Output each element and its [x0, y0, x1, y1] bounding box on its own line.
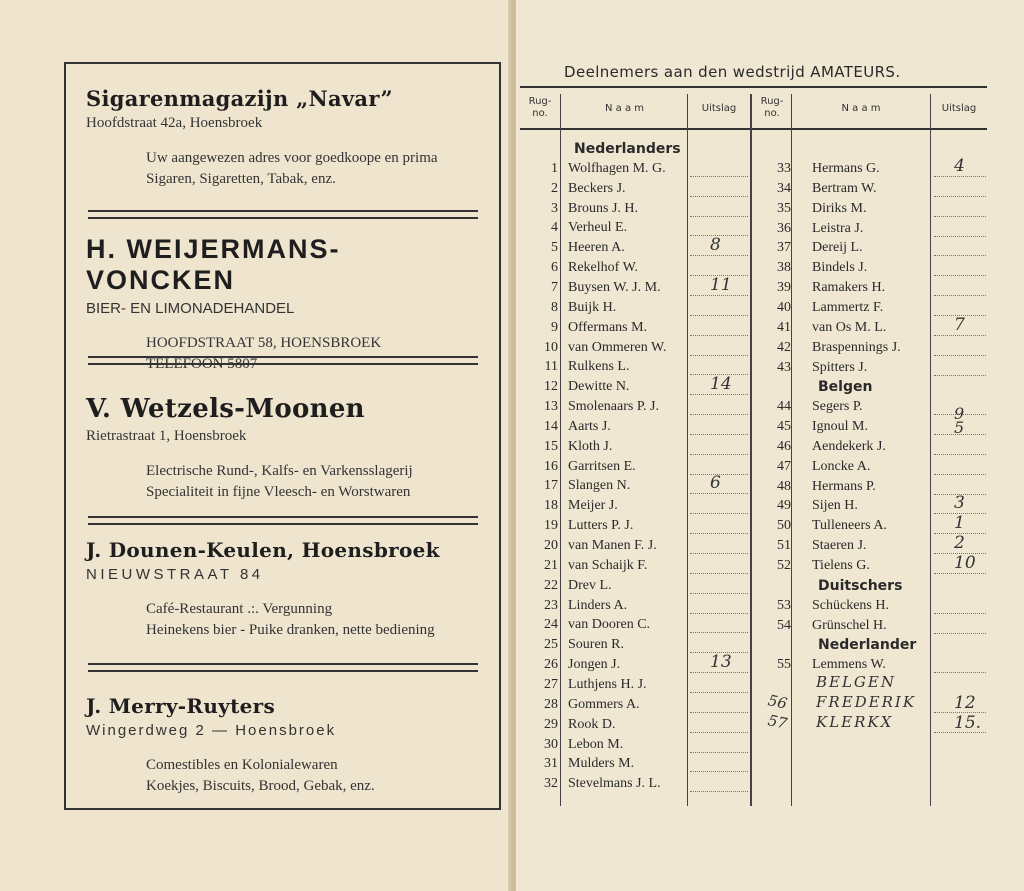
handwritten-result: 1 — [954, 513, 965, 534]
participant-number: 22 — [544, 577, 558, 593]
result-line — [690, 593, 748, 594]
participant-number: 31 — [544, 756, 558, 772]
participant-name: van Dooren C. — [568, 617, 651, 633]
participant-name: Brouns J. H. — [568, 200, 639, 216]
participant-number: 1 — [551, 160, 558, 176]
participant-number: 13 — [544, 399, 558, 415]
result-line — [934, 613, 986, 614]
participant-name: Heeren A. — [568, 240, 625, 256]
participant-number: 50 — [777, 518, 791, 534]
result-line — [690, 176, 748, 177]
participant-name: van Os M. L. — [812, 319, 887, 335]
participant-number: 55 — [777, 657, 791, 673]
participant-number: 44 — [777, 399, 791, 415]
participant-name: van Manen F. J. — [568, 538, 657, 553]
participant-name: Buijk H. — [568, 299, 617, 315]
result-line — [690, 335, 748, 336]
result-line — [690, 791, 748, 792]
participant-number: 34 — [777, 180, 791, 196]
participant-name: Jongen J. — [568, 657, 621, 673]
handwritten-result: 6 — [710, 473, 721, 494]
header-naam: N a a m — [604, 103, 644, 114]
result-line — [934, 176, 986, 177]
result-line — [934, 573, 986, 574]
participant-number: 33 — [777, 161, 791, 176]
result-line — [690, 573, 748, 574]
participant-number: 19 — [544, 518, 558, 534]
result-line — [690, 493, 748, 494]
result-line — [934, 255, 986, 256]
participant-name: Gommers A. — [568, 696, 640, 712]
participant-number: 29 — [544, 716, 558, 732]
participant-number: 47 — [777, 458, 791, 474]
advertiser-description — [146, 755, 486, 797]
description-line: Heinekens bier - Puike dranken, nette bediening — [146, 622, 435, 638]
participant-number: 25 — [544, 637, 558, 653]
participant-number: 23 — [544, 597, 558, 613]
participant-name: Aarts J. — [568, 418, 611, 434]
participant-name: Bertram W. — [812, 180, 877, 196]
result-line — [934, 335, 986, 336]
participant-number: 32 — [544, 776, 558, 792]
participant-number: 5 — [551, 240, 558, 256]
handwritten-result: 15. — [954, 712, 982, 733]
participant-name: Kloth J. — [568, 438, 613, 454]
result-line — [934, 474, 986, 475]
participant-name: Dewitte N. — [568, 379, 630, 395]
result-line — [690, 732, 748, 733]
participant-name: Loncke A. — [812, 458, 871, 474]
participant-number: 3 — [551, 200, 558, 216]
result-line — [690, 216, 748, 217]
participant-number: 14 — [544, 418, 558, 434]
participant-number: 2 — [551, 180, 558, 196]
participant-name: Rekelhof W. — [568, 260, 638, 276]
handwritten-result: 14 — [710, 374, 732, 395]
participant-name: Schückens H. — [812, 597, 889, 613]
handwritten-result: 9 5 — [954, 404, 965, 438]
result-line — [934, 275, 986, 276]
advertiser-address: NIEUWSTRAAT 84 — [86, 566, 264, 583]
participant-number: 51 — [777, 538, 791, 554]
participant-name: Sijen H. — [812, 498, 858, 514]
participant-number: 18 — [544, 498, 558, 514]
participant-number: 17 — [544, 478, 558, 494]
handwritten-result: 8 — [710, 235, 721, 256]
advertiser-address: Wingerdweg 2 — Hoensbroek — [86, 722, 337, 739]
advertiser-description — [146, 461, 486, 503]
participant-name: Luthjens H. J. — [568, 676, 647, 692]
advertiser-name: Sigarenmagazijn „Navar” — [86, 86, 393, 111]
participant-number: 49 — [777, 498, 791, 514]
participant-number: 11 — [544, 359, 558, 375]
participant-name: van Ommeren W. — [568, 339, 667, 355]
group-heading: Nederlanders — [574, 141, 681, 157]
advertisement — [86, 394, 486, 503]
result-line — [934, 355, 986, 356]
handwritten-name: KLERKX — [816, 712, 894, 731]
header-uitslag: Uitslag — [701, 103, 737, 114]
participant-number: 6 — [551, 260, 558, 276]
result-line — [690, 414, 748, 415]
result-line — [690, 196, 748, 197]
result-line — [690, 295, 748, 296]
participant-name: Garritsen E. — [568, 458, 636, 474]
participant-name: Leistra J. — [812, 220, 864, 236]
participant-number: 37 — [777, 240, 791, 256]
result-line — [934, 454, 986, 455]
participant-name: Lammertz F. — [812, 299, 884, 315]
participant-name: Hermans G. — [812, 161, 880, 176]
participant-name: Segers P. — [812, 399, 863, 415]
participant-name: Grünschel H. — [812, 617, 887, 633]
result-line — [690, 752, 748, 753]
advertisement — [86, 234, 486, 375]
header-uitslag: Uitslag — [941, 103, 977, 114]
participant-number: 45 — [777, 419, 791, 435]
participant-number: 48 — [777, 478, 791, 494]
description-line: Koekjes, Biscuits, Brood, Gebak, enz. — [146, 778, 375, 794]
advertisement — [86, 538, 486, 641]
description-line: Uw aangewezen adres voor goedkoope en prima — [146, 150, 438, 166]
handwritten-result: 13 — [710, 652, 732, 673]
participant-name: Lutters P. J. — [568, 518, 634, 534]
participant-number: 10 — [544, 339, 558, 355]
participant-name: Tulleneers A. — [812, 518, 887, 534]
description-line: Comestibles en Kolonialewaren — [146, 757, 338, 773]
col-divider — [560, 94, 561, 806]
participant-name: Rulkens L. — [568, 359, 630, 375]
participant-name: Buysen W. J. M. — [568, 279, 661, 295]
participant-number: 35 — [777, 200, 791, 216]
result-line — [690, 553, 748, 554]
result-line — [690, 434, 748, 435]
participant-number: 42 — [777, 339, 791, 355]
participant-number: 38 — [777, 260, 791, 276]
participant-number: 12 — [544, 379, 558, 395]
result-line — [690, 672, 748, 673]
col-divider — [791, 94, 792, 806]
result-line — [934, 295, 986, 296]
participant-number: 54 — [777, 617, 791, 633]
participant-name: Slangen N. — [568, 478, 631, 494]
participant-name: Stevelmans J. L. — [568, 776, 661, 792]
participant-name: Lebon M. — [568, 736, 624, 752]
participants-table — [520, 86, 987, 806]
advertiser-description — [146, 599, 486, 641]
participant-name: Souren R. — [568, 637, 624, 653]
result-line — [690, 692, 748, 693]
participant-name: Ramakers H. — [812, 280, 886, 296]
divider-rule — [88, 210, 478, 219]
list-title: Deelnemers aan den wedstrijd AMATEURS. — [564, 63, 901, 81]
advertisement — [86, 86, 486, 190]
participant-number: 43 — [777, 359, 791, 375]
header-naam: N a a m — [841, 103, 881, 114]
result-line — [690, 394, 748, 395]
participant-number: 36 — [777, 220, 791, 236]
divider-rule — [88, 356, 478, 365]
participant-number: 26 — [544, 657, 558, 673]
participant-name: Bindels J. — [812, 260, 868, 276]
advertiser-description — [146, 333, 486, 375]
col-divider — [750, 94, 752, 806]
result-line — [934, 672, 986, 673]
advertiser-name: V. Wetzels-Moonen — [86, 394, 365, 424]
participant-name: Meijer J. — [568, 498, 618, 514]
description-line: Café-Restaurant .:. Vergunning — [146, 601, 333, 617]
result-line — [934, 236, 986, 237]
participant-number: 7 — [551, 279, 558, 295]
handwritten-number: 57 — [766, 711, 789, 733]
group-heading: Nederlander — [818, 637, 917, 654]
header-rug-no: Rug- no. — [760, 96, 784, 119]
divider-rule — [88, 663, 478, 672]
participant-name: Offermans M. — [568, 319, 648, 335]
participant-number: 52 — [777, 558, 791, 573]
handwritten-result: 3 — [954, 493, 965, 514]
result-line — [690, 355, 748, 356]
participant-number: 53 — [777, 597, 791, 613]
participant-number: 16 — [544, 458, 558, 474]
advertiser-address: Rietrastraat 1, Hoensbroek — [86, 428, 247, 444]
participant-name: van Schaijk F. — [568, 557, 648, 573]
participant-number: 9 — [551, 319, 558, 335]
group-heading: Duitschers — [818, 577, 903, 594]
participant-name: Drev L. — [568, 577, 612, 593]
advertiser-name: H. WEIJERMANS-VONCKEN — [86, 234, 341, 295]
participant-number: 39 — [777, 280, 791, 296]
handwritten-result: 2 — [954, 533, 965, 554]
description-line: HOOFDSTRAAT 58, HOENSBROEK — [146, 335, 382, 351]
participant-number: 46 — [777, 438, 791, 454]
participant-name: Dereij L. — [812, 240, 863, 256]
result-line — [690, 632, 748, 633]
result-line — [690, 712, 748, 713]
advertisement — [86, 694, 486, 797]
result-line — [690, 771, 748, 772]
group-heading: Belgen — [818, 379, 873, 396]
advertiser-address: BIER- EN LIMONADEHANDEL — [86, 300, 295, 317]
col-divider — [930, 94, 931, 806]
participant-number: 20 — [544, 538, 558, 553]
result-line — [934, 375, 986, 376]
participant-number: 8 — [551, 299, 558, 315]
participant-name: Tielens G. — [812, 558, 870, 573]
result-line — [690, 454, 748, 455]
participant-number: 41 — [777, 319, 791, 335]
handwritten-result: 11 — [710, 274, 732, 295]
participant-number: 24 — [544, 617, 558, 633]
handwritten-number: 56 — [766, 691, 789, 713]
participant-number: 21 — [544, 557, 558, 573]
participant-name: Staeren J. — [812, 538, 867, 554]
result-line — [690, 533, 748, 534]
handwritten-result: 10 — [954, 553, 976, 573]
advertisement-box — [64, 62, 501, 810]
result-line — [934, 216, 986, 217]
participant-number: 4 — [551, 220, 558, 236]
header-rug-no: Rug- no. — [528, 96, 552, 119]
participant-name: Ignoul M. — [812, 419, 868, 435]
table-top-rule — [520, 86, 987, 88]
participant-name: Braspennings J. — [812, 339, 901, 355]
result-line — [690, 255, 748, 256]
participant-number: 28 — [544, 696, 558, 712]
col-divider — [687, 94, 688, 806]
participant-number: 27 — [544, 676, 558, 692]
result-line — [934, 633, 986, 634]
advertiser-address: Hoofdstraat 42a, Hoensbroek — [86, 115, 263, 131]
description-line: TELEFOON 5807 — [146, 356, 258, 372]
handwritten-name: BELGEN — [816, 673, 896, 692]
advertiser-name: J. Dounen-Keulen, Hoensbroek — [86, 538, 440, 562]
divider-rule — [88, 516, 478, 525]
participant-name: Mulders M. — [568, 756, 635, 772]
participant-name: Rook D. — [568, 716, 616, 732]
result-line — [690, 315, 748, 316]
participant-name: Spitters J. — [812, 359, 868, 375]
table-header-rule — [520, 128, 987, 130]
handwritten-result: 4 — [954, 156, 965, 176]
participant-name: Diriks M. — [812, 200, 867, 216]
participant-name: Lemmens W. — [812, 657, 886, 673]
result-line — [690, 513, 748, 514]
participant-name: Aendekerk J. — [812, 438, 886, 454]
participant-number: 30 — [544, 736, 558, 752]
participant-number: 40 — [777, 299, 791, 315]
handwritten-name: FREDERIK — [816, 692, 917, 711]
participant-name: Linders A. — [568, 597, 628, 613]
participant-name: Smolenaars P. J. — [568, 399, 659, 415]
handwritten-result: 7 — [954, 314, 965, 335]
participant-name: Hermans P. — [812, 478, 876, 494]
result-line — [690, 613, 748, 614]
description-line: Sigaren, Sigaretten, Tabak, enz. — [146, 171, 336, 187]
result-line — [934, 196, 986, 197]
participant-name: Wolfhagen M. G. — [568, 160, 666, 176]
advertiser-description — [146, 148, 486, 190]
result-line — [934, 732, 986, 733]
handwritten-result: 12 — [954, 692, 976, 713]
participant-name: Beckers J. — [568, 180, 626, 196]
description-line: Electrische Rund-, Kalfs- en Varkensslagerij — [146, 463, 413, 479]
description-line: Specialiteit in fijne Vleesch- en Worstwaren — [146, 484, 411, 500]
participant-number: 15 — [544, 438, 558, 454]
advertiser-name: J. Merry-Ruyters — [86, 694, 276, 718]
participant-name: Verheul E. — [568, 220, 628, 236]
